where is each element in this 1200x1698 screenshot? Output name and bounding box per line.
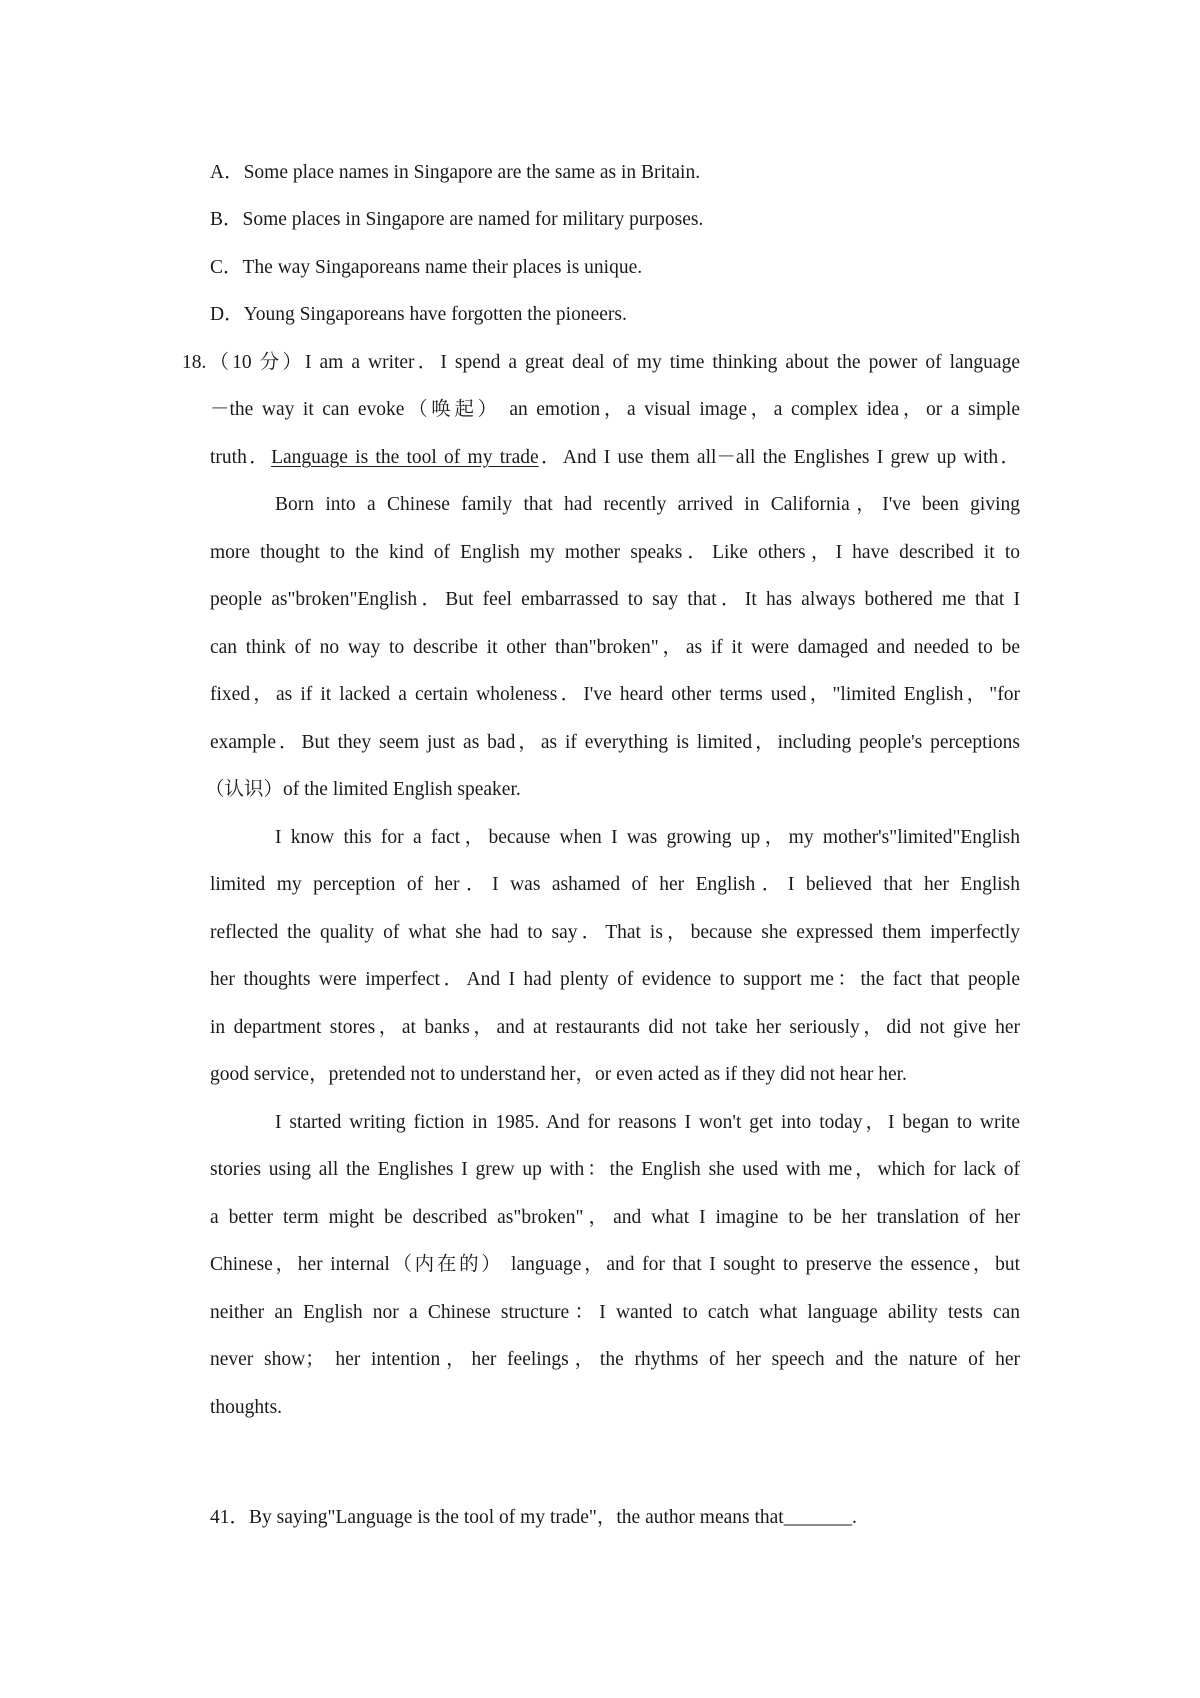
option-d: D．Young Singaporeans have forgotten the pioneers. xyxy=(210,304,627,325)
para3-line-2: limited my perception of her．I was ashamed of her English．I believed that her English xyxy=(210,874,1020,895)
para2-line-4: can think of no way to describe it other than"broken"，as if it were damaged and needed to be xyxy=(210,637,1020,658)
para3-line-1: I know this for a fact，because when I was growing up，my mother's"limited"English xyxy=(275,827,1020,848)
para2-line-7: （认识）of the limited English speaker. xyxy=(205,779,521,800)
para2-line-3: people as"broken"English．But feel embarrassed to say that．It has always bothered me that I xyxy=(210,589,1020,610)
para4-line-7: thoughts. xyxy=(210,1397,283,1418)
para3-line-6: good service，pretended not to understand her，or even acted as if they did not hear her. xyxy=(210,1064,907,1085)
para3-line-3: reflected the quality of what she had to say．That is，because she expressed them imperfectly xyxy=(210,922,1020,943)
para4-line-3: a better term might be described as"broken"，and what I imagine to be her translation of her xyxy=(210,1207,1020,1228)
para3-line-5: in department stores，at banks，and at restaurants did not take her seriously，did not give her xyxy=(210,1017,1020,1038)
para4-line-1: I started writing fiction in 1985. And for reasons I won't get into today，I began to write xyxy=(275,1112,1020,1133)
option-a: A．Some place names in Singapore are the same as in Britain. xyxy=(210,162,701,183)
q18-line-3-prefix: truth． xyxy=(210,447,272,468)
underlined-sentence: Language is the tool of my trade xyxy=(271,447,539,468)
q18-line-3-suffix: ．And I use them all－all the Englishes I grew up with． xyxy=(538,447,1020,468)
para2-line-2: more thought to the kind of English my mother speaks．Like others，I have described it to xyxy=(210,542,1020,563)
para3-line-4: her thoughts were imperfect．And I had plenty of evidence to support me：the fact that people xyxy=(210,969,1020,990)
q18-line-2: －the way it can evoke（唤起） an emotion，a visual image，a complex idea，or a simple xyxy=(210,399,1020,420)
para4-line-4: Chinese，her internal（内在的） language，and for that I sought to preserve the essence，but xyxy=(210,1254,1020,1275)
para4-line-5: neither an English nor a Chinese structure：I wanted to catch what language ability tests can xyxy=(210,1302,1020,1323)
q18-line-1: 18.（10 分）I am a writer．I spend a great deal of my time thinking about the power of language xyxy=(182,352,1020,373)
para4-line-6: never show； her intention，her feelings，the rhythms of her speech and the nature of her xyxy=(210,1349,1020,1370)
para2-line-1: Born into a Chinese family that had recently arrived in California，I've been giving xyxy=(275,494,1020,515)
para2-line-6: example．But they seem just as bad，as if everything is limited，including people's perceptions xyxy=(210,732,1020,753)
question-41: 41．By saying"Language is the tool of my trade"，the author means that_______. xyxy=(210,1507,857,1528)
option-b: B．Some places in Singapore are named for military purposes. xyxy=(210,209,704,230)
para4-line-2: stories using all the Englishes I grew up with：the English she used with me，which for lack of xyxy=(210,1159,1020,1180)
para2-line-5: fixed，as if it lacked a certain wholeness．I've heard other terms used，"limited English，"for xyxy=(210,684,1020,705)
option-c: C．The way Singaporeans name their places is unique. xyxy=(210,257,643,278)
q18-line-3 xyxy=(210,446,1020,470)
